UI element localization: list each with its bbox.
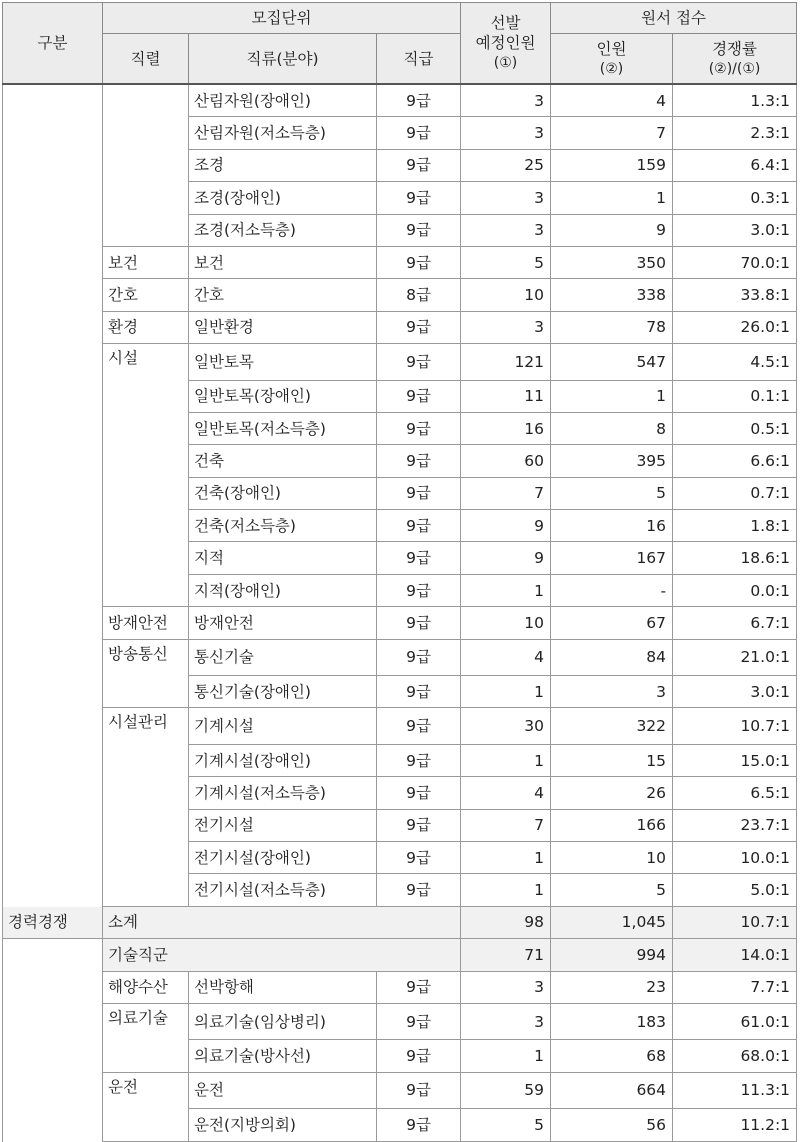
cell-grade: 8급 [377, 279, 461, 311]
cell-planned: 16 [461, 412, 551, 444]
header-ratio-label: 경쟁률 [712, 39, 757, 58]
header-planned-line2: 예정인원 [475, 34, 536, 52]
cell-ratio: 2.3:1 [673, 117, 797, 149]
cell-jikryeol [103, 214, 189, 246]
cell-jikryeol: 보건 [103, 246, 189, 278]
cell-jikryu: 전기시설(장애인) [189, 841, 377, 873]
cell-grade: 9급 [377, 1003, 461, 1039]
cell-applied: - [551, 574, 673, 606]
cell-ratio: 3.0:1 [673, 676, 797, 708]
cell-jikryeol [103, 510, 189, 542]
cell-planned: 3 [461, 84, 551, 117]
cell-gubun [3, 311, 103, 343]
cell-ratio: 23.7:1 [673, 809, 797, 841]
cell-gubun [3, 1003, 103, 1039]
cell-ratio: 70.0:1 [673, 246, 797, 278]
cell-gubun [3, 1040, 103, 1072]
cell-grade: 9급 [377, 477, 461, 509]
table-row [3, 607, 797, 639]
cell-jikryeol: 방송통신 [103, 639, 189, 675]
cell-ratio: 6.6:1 [673, 445, 797, 477]
cell-planned: 25 [461, 149, 551, 181]
cell-ratio: 61.0:1 [673, 1003, 797, 1039]
cell-ratio: 26.0:1 [673, 311, 797, 343]
cell-gubun [3, 84, 103, 117]
cell-jikryu: 산림자원(저소득층) [189, 117, 377, 149]
cell-applied: 4 [551, 84, 673, 117]
header-persons-label: 인원 [596, 39, 627, 58]
cell-planned: 1 [461, 1040, 551, 1072]
cell-applied: 8 [551, 412, 673, 444]
cell-ratio: 0.0:1 [673, 574, 797, 606]
cell-planned: 5 [461, 1109, 551, 1141]
cell-applied: 7 [551, 117, 673, 149]
cell-planned: 10 [461, 279, 551, 311]
cell-planned: 60 [461, 445, 551, 477]
cell-grade: 9급 [377, 311, 461, 343]
cell-gubun [3, 607, 103, 639]
table-row [3, 380, 797, 412]
header-gubun: 구분 [3, 3, 103, 85]
group-label: 기술직군 [103, 939, 461, 971]
cell-jikryu: 조경(저소득층) [189, 214, 377, 246]
cell-applied: 10 [551, 841, 673, 873]
cell-planned: 59 [461, 1072, 551, 1108]
table-body [3, 84, 797, 1141]
cell-planned: 3 [461, 311, 551, 343]
cell-grade: 9급 [377, 574, 461, 606]
cell-planned: 1 [461, 744, 551, 776]
cell-grade: 9급 [377, 809, 461, 841]
cell-jikryu: 건축(저소득층) [189, 510, 377, 542]
cell-planned: 3 [461, 117, 551, 149]
cell-planned: 3 [461, 971, 551, 1003]
cell-gubun [3, 874, 103, 906]
subtotal-applied: 1,045 [551, 906, 673, 938]
cell-jikryu: 간호 [189, 279, 377, 311]
cell-ratio: 11.2:1 [673, 1109, 797, 1141]
cell-grade: 9급 [377, 182, 461, 214]
cell-jikryeol [103, 445, 189, 477]
cell-planned: 11 [461, 380, 551, 412]
cell-planned: 3 [461, 1003, 551, 1039]
table-row [3, 412, 797, 444]
cell-grade: 9급 [377, 841, 461, 873]
cell-planned: 1 [461, 676, 551, 708]
cell-gubun [3, 182, 103, 214]
cell-applied: 9 [551, 214, 673, 246]
table-row [3, 510, 797, 542]
cell-planned: 3 [461, 214, 551, 246]
cell-grade: 9급 [377, 874, 461, 906]
cell-grade: 9급 [377, 971, 461, 1003]
cell-gubun [3, 380, 103, 412]
table-row [3, 874, 797, 906]
table-row [3, 639, 797, 675]
cell-grade: 9급 [377, 542, 461, 574]
table-row [3, 246, 797, 278]
cell-jikryu: 운전(지방의회) [189, 1109, 377, 1141]
cell-jikryeol [103, 84, 189, 117]
table-row [3, 279, 797, 311]
cell-grade: 9급 [377, 1072, 461, 1108]
cell-jikryeol [103, 574, 189, 606]
table-row [3, 117, 797, 149]
cell-ratio: 1.8:1 [673, 510, 797, 542]
cell-jikryu: 지적 [189, 542, 377, 574]
cell-grade: 9급 [377, 246, 461, 278]
cell-gubun [3, 744, 103, 776]
group-applied: 994 [551, 939, 673, 971]
cell-grade: 9급 [377, 149, 461, 181]
cell-planned: 1 [461, 841, 551, 873]
cell-planned: 3 [461, 182, 551, 214]
table-row [3, 1003, 797, 1039]
cell-gubun [3, 477, 103, 509]
cell-applied: 350 [551, 246, 673, 278]
cell-ratio: 10.0:1 [673, 841, 797, 873]
cell-applied: 16 [551, 510, 673, 542]
cell-jikryeol: 의료기술 [103, 1003, 189, 1039]
cell-planned: 121 [461, 344, 551, 380]
cell-gubun [3, 279, 103, 311]
cell-jikryeol [103, 182, 189, 214]
subtotal-planned: 98 [461, 906, 551, 938]
cell-jikryu: 조경 [189, 149, 377, 181]
cell-jikryeol: 환경 [103, 311, 189, 343]
cell-grade: 9급 [377, 1109, 461, 1141]
cell-jikryeol [103, 1040, 189, 1072]
table-row [3, 344, 797, 380]
cell-applied: 3 [551, 676, 673, 708]
header-persons-sub: (②) [599, 60, 624, 77]
table-row [3, 1040, 797, 1072]
cell-jikryu: 전기시설(저소득층) [189, 874, 377, 906]
cell-jikryeol [103, 149, 189, 181]
group-row [3, 939, 797, 971]
header-planned-line1: 선발 [490, 14, 521, 32]
cell-applied: 166 [551, 809, 673, 841]
recruitment-table [2, 2, 797, 1142]
table-row [3, 1109, 797, 1141]
cell-jikryeol [103, 841, 189, 873]
header-planned [461, 3, 551, 85]
cell-gubun [3, 1109, 103, 1141]
cell-applied: 1 [551, 380, 673, 412]
table-header [3, 3, 797, 85]
cell-gubun [3, 214, 103, 246]
cell-planned: 10 [461, 607, 551, 639]
cell-jikryu: 일반환경 [189, 311, 377, 343]
cell-jikryeol [103, 1109, 189, 1141]
cell-applied: 5 [551, 874, 673, 906]
cell-gubun [3, 149, 103, 181]
cell-applied: 78 [551, 311, 673, 343]
cell-jikryeol [103, 117, 189, 149]
table-row [3, 744, 797, 776]
group-ratio: 14.0:1 [673, 939, 797, 971]
cell-ratio: 0.3:1 [673, 182, 797, 214]
cell-grade: 9급 [377, 344, 461, 380]
cell-applied: 338 [551, 279, 673, 311]
cell-grade: 9급 [377, 117, 461, 149]
subtotal-gubun: 경력경쟁 [3, 906, 103, 938]
header-planned-line3: (①) [493, 55, 518, 71]
cell-planned: 4 [461, 639, 551, 675]
group-planned: 71 [461, 939, 551, 971]
table-row [3, 149, 797, 181]
cell-gubun [3, 777, 103, 809]
cell-grade: 9급 [377, 445, 461, 477]
cell-planned: 1 [461, 874, 551, 906]
table-row [3, 841, 797, 873]
table-row [3, 477, 797, 509]
cell-planned: 30 [461, 708, 551, 744]
cell-applied: 23 [551, 971, 673, 1003]
cell-gubun [3, 676, 103, 708]
table-row [3, 445, 797, 477]
cell-jikryeol: 방재안전 [103, 607, 189, 639]
cell-jikryeol [103, 809, 189, 841]
table-row [3, 182, 797, 214]
cell-grade: 9급 [377, 1040, 461, 1072]
cell-grade: 9급 [377, 708, 461, 744]
table-row [3, 971, 797, 1003]
cell-grade: 9급 [377, 676, 461, 708]
cell-gubun [3, 246, 103, 278]
cell-grade: 9급 [377, 744, 461, 776]
cell-gubun [3, 708, 103, 744]
table-row [3, 84, 797, 117]
cell-ratio: 11.3:1 [673, 1072, 797, 1108]
cell-jikryu: 일반토목(장애인) [189, 380, 377, 412]
header-ratio [673, 34, 797, 85]
cell-jikryeol [103, 676, 189, 708]
cell-jikryeol: 운전 [103, 1072, 189, 1108]
cell-gubun [3, 639, 103, 675]
cell-gubun [3, 809, 103, 841]
cell-jikryu: 일반토목 [189, 344, 377, 380]
cell-applied: 15 [551, 744, 673, 776]
cell-jikryeol [103, 744, 189, 776]
cell-jikryeol: 간호 [103, 279, 189, 311]
cell-grade: 9급 [377, 214, 461, 246]
header-apply: 원서 접수 [551, 3, 797, 34]
cell-jikryu: 운전 [189, 1072, 377, 1108]
cell-applied: 84 [551, 639, 673, 675]
cell-ratio: 1.3:1 [673, 84, 797, 117]
cell-planned: 1 [461, 574, 551, 606]
subtotal-ratio: 10.7:1 [673, 906, 797, 938]
cell-gubun [3, 117, 103, 149]
cell-jikryu: 의료기술(방사선) [189, 1040, 377, 1072]
cell-ratio: 0.5:1 [673, 412, 797, 444]
table-row [3, 809, 797, 841]
cell-gubun [3, 542, 103, 574]
cell-gubun [3, 971, 103, 1003]
cell-applied: 5 [551, 477, 673, 509]
table-row [3, 574, 797, 606]
cell-gubun [3, 412, 103, 444]
cell-ratio: 0.1:1 [673, 380, 797, 412]
cell-applied: 167 [551, 542, 673, 574]
header-jikgeup: 직급 [377, 34, 461, 85]
table-row [3, 708, 797, 744]
cell-gubun [3, 510, 103, 542]
cell-ratio: 15.0:1 [673, 744, 797, 776]
header-persons [551, 34, 673, 85]
cell-ratio: 6.4:1 [673, 149, 797, 181]
cell-ratio: 7.7:1 [673, 971, 797, 1003]
cell-jikryeol [103, 477, 189, 509]
cell-applied: 547 [551, 344, 673, 380]
cell-ratio: 33.8:1 [673, 279, 797, 311]
cell-jikryu: 건축(장애인) [189, 477, 377, 509]
cell-jikryu: 조경(장애인) [189, 182, 377, 214]
cell-jikryeol [103, 380, 189, 412]
header-recruit-unit: 모집단위 [103, 3, 461, 34]
cell-jikryu: 산림자원(장애인) [189, 84, 377, 117]
cell-applied: 395 [551, 445, 673, 477]
cell-grade: 9급 [377, 380, 461, 412]
cell-gubun [3, 1072, 103, 1108]
cell-grade: 9급 [377, 84, 461, 117]
cell-jikryeol [103, 874, 189, 906]
cell-applied: 159 [551, 149, 673, 181]
cell-jikryu: 일반토목(저소득층) [189, 412, 377, 444]
cell-grade: 9급 [377, 510, 461, 542]
cell-applied: 67 [551, 607, 673, 639]
cell-planned: 9 [461, 542, 551, 574]
table-row [3, 214, 797, 246]
table-row [3, 777, 797, 809]
cell-jikryeol: 해양수산 [103, 971, 189, 1003]
cell-jikryu: 기계시설 [189, 708, 377, 744]
cell-jikryu: 지적(장애인) [189, 574, 377, 606]
cell-applied: 26 [551, 777, 673, 809]
header-jikryu: 직류(분야) [189, 34, 377, 85]
cell-ratio: 6.5:1 [673, 777, 797, 809]
cell-applied: 183 [551, 1003, 673, 1039]
cell-ratio: 5.0:1 [673, 874, 797, 906]
cell-planned: 9 [461, 510, 551, 542]
table-row [3, 676, 797, 708]
cell-planned: 4 [461, 777, 551, 809]
cell-jikryu: 의료기술(임상병리) [189, 1003, 377, 1039]
cell-grade: 9급 [377, 607, 461, 639]
cell-ratio: 18.6:1 [673, 542, 797, 574]
cell-applied: 322 [551, 708, 673, 744]
cell-grade: 9급 [377, 639, 461, 675]
cell-jikryu: 방재안전 [189, 607, 377, 639]
cell-applied: 56 [551, 1109, 673, 1141]
cell-jikryeol: 시설 [103, 344, 189, 380]
header-ratio-sub: (②)/(①) [708, 60, 761, 77]
cell-jikryu: 건축 [189, 445, 377, 477]
cell-jikryu: 통신기술 [189, 639, 377, 675]
table-row [3, 311, 797, 343]
cell-jikryeol: 시설관리 [103, 708, 189, 744]
cell-ratio: 4.5:1 [673, 344, 797, 380]
cell-grade: 9급 [377, 777, 461, 809]
cell-gubun [3, 574, 103, 606]
cell-gubun [3, 841, 103, 873]
subtotal-row [3, 906, 797, 938]
cell-planned: 7 [461, 809, 551, 841]
cell-planned: 7 [461, 477, 551, 509]
cell-jikryu: 전기시설 [189, 809, 377, 841]
cell-ratio: 0.7:1 [673, 477, 797, 509]
cell-ratio: 3.0:1 [673, 214, 797, 246]
cell-gubun [3, 445, 103, 477]
cell-ratio: 21.0:1 [673, 639, 797, 675]
cell-jikryu: 보건 [189, 246, 377, 278]
table-row [3, 1072, 797, 1108]
cell-ratio: 68.0:1 [673, 1040, 797, 1072]
cell-gubun [3, 344, 103, 380]
cell-ratio: 6.7:1 [673, 607, 797, 639]
cell-jikryu: 통신기술(장애인) [189, 676, 377, 708]
cell-jikryu: 기계시설(장애인) [189, 744, 377, 776]
cell-applied: 664 [551, 1072, 673, 1108]
cell-ratio: 10.7:1 [673, 708, 797, 744]
header-jikryeol: 직렬 [103, 34, 189, 85]
cell-gubun [3, 939, 103, 971]
cell-jikryeol [103, 777, 189, 809]
cell-applied: 1 [551, 182, 673, 214]
cell-grade: 9급 [377, 412, 461, 444]
subtotal-label: 소계 [103, 906, 461, 938]
cell-jikryu: 기계시설(저소득층) [189, 777, 377, 809]
table-row [3, 542, 797, 574]
cell-jikryeol [103, 412, 189, 444]
cell-planned: 5 [461, 246, 551, 278]
cell-applied: 68 [551, 1040, 673, 1072]
cell-jikryeol [103, 542, 189, 574]
cell-jikryu: 선박항해 [189, 971, 377, 1003]
